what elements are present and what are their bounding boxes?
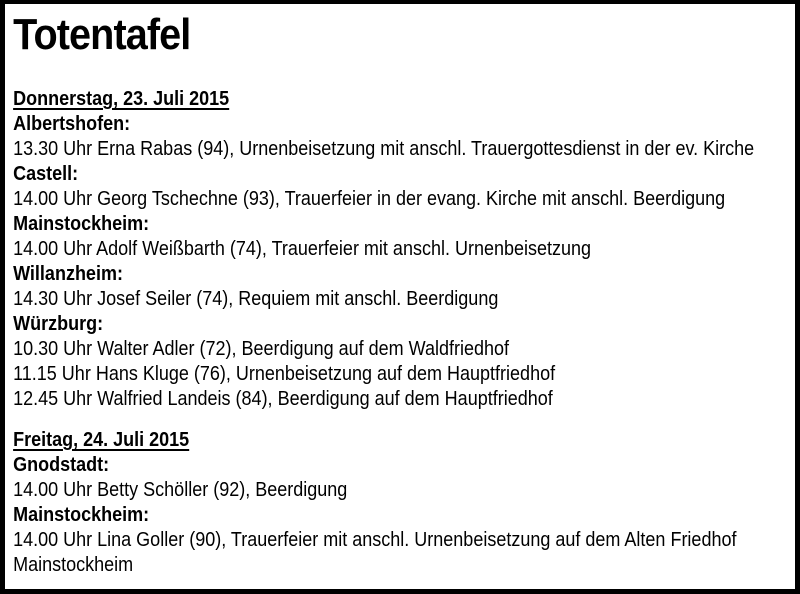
city-header: Willanzheim: (13, 263, 123, 285)
obituary-entry: 14.30 Uhr Josef Seiler (74), Requiem mit anschl. Beerdigung (13, 288, 499, 310)
obituary-entry: 11.15 Uhr Hans Kluge (76), Urnenbeisetzung auf dem Hauptfriedhof (13, 363, 556, 385)
city-header: Albertshofen: (13, 113, 131, 135)
obituary-entry: 14.00 Uhr Betty Schöller (92), Beerdigung (13, 479, 348, 501)
date-header: Donnerstag, 23. Juli 2015 (13, 88, 230, 110)
clipping-content (5, 4, 794, 578)
obituary-entry: 12.45 Uhr Walfried Landeis (84), Beerdigung auf dem Hauptfriedhof (13, 388, 553, 410)
sections-container (13, 87, 794, 578)
obituary-entry: 14.00 Uhr Georg Tschechne (93), Trauerfeier in der evang. Kirche mit anschl. Beerdigung (13, 188, 726, 210)
city-header: Würzburg: (13, 313, 104, 335)
city-header: Castell: (13, 163, 79, 185)
obituary-entry: 14.00 Uhr Lina Goller (90), Trauerfeier mit anschl. Urnenbeisetzung auf dem Alten Friedhof Mainstockheim (13, 529, 737, 576)
day-section (13, 87, 794, 412)
obituary-entry: 14.00 Uhr Adolf Weißbarth (74), Trauerfeier mit anschl. Urnenbeisetzung (13, 238, 592, 260)
city-header: Mainstockheim: (13, 213, 150, 235)
city-header: Gnodstadt: (13, 454, 110, 476)
day-section (13, 428, 794, 578)
city-header: Mainstockheim: (13, 504, 150, 526)
obituary-entry: 13.30 Uhr Erna Rabas (94), Urnenbeisetzung mit anschl. Trauergottesdienst in der ev. Kirche (13, 138, 755, 160)
obituary-entry: 10.30 Uhr Walter Adler (72), Beerdigung auf dem Waldfriedhof (13, 338, 510, 360)
page-title: Totentafel (13, 10, 191, 59)
date-header: Freitag, 24. Juli 2015 (13, 429, 190, 451)
